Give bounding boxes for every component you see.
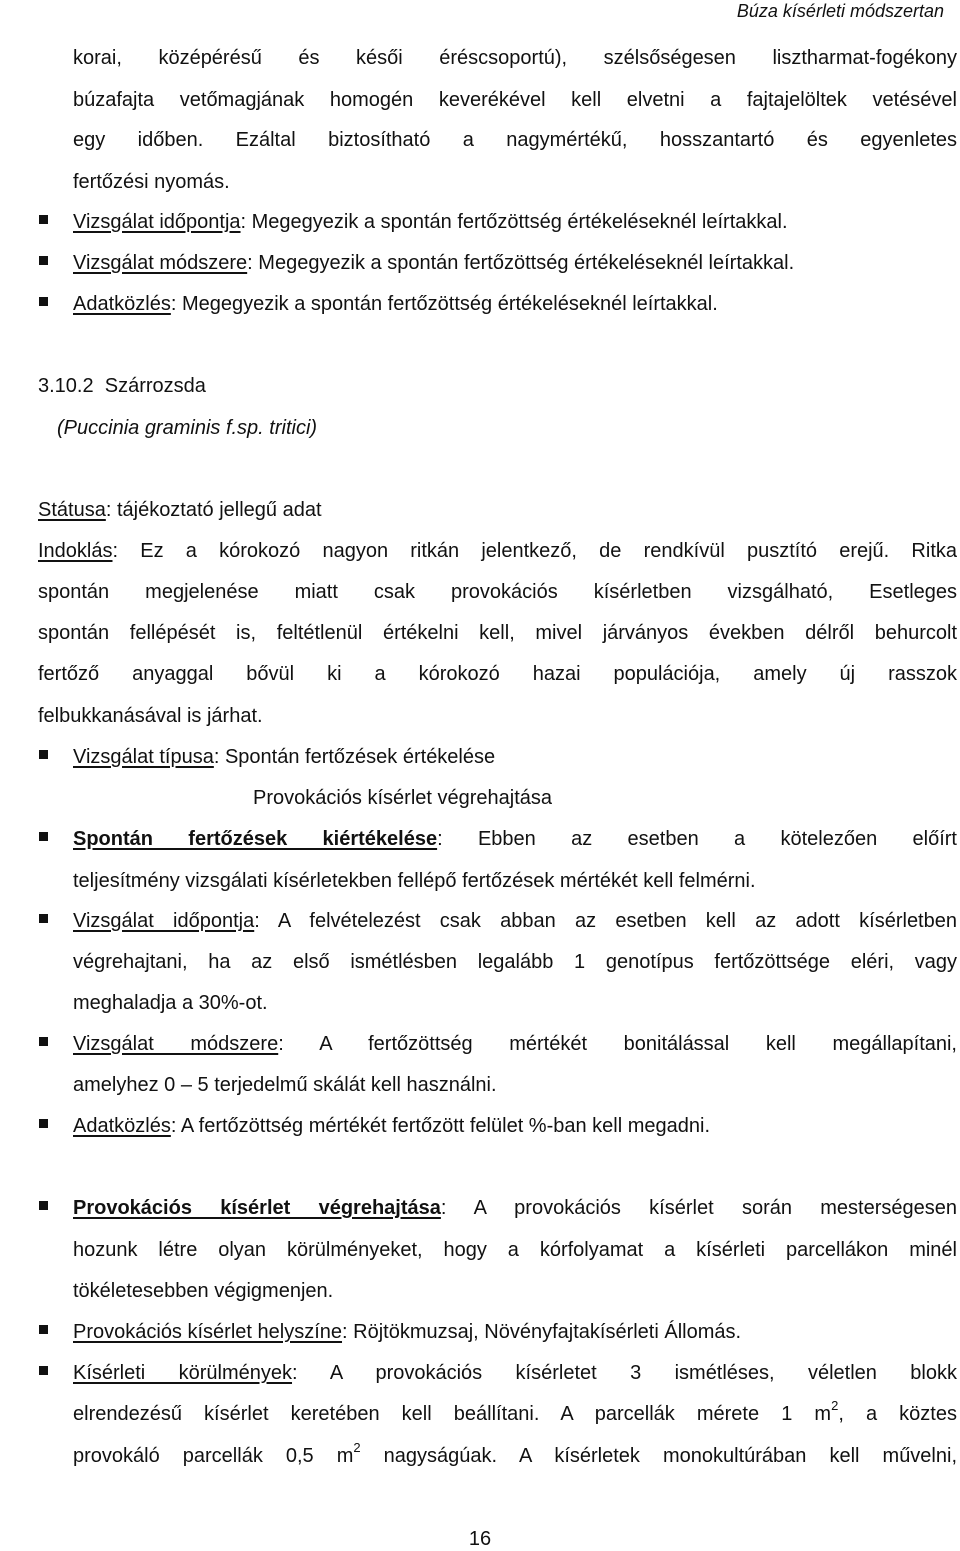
helyszin-text: : Röjtökmuzsaj, Növényfajtakísérleti Állomás. xyxy=(342,1321,742,1343)
provok-line xyxy=(73,1196,957,1220)
section-latin-name: (Puccinia graminis f.sp. tritici) xyxy=(57,417,318,439)
idopont-label: Vizsgálat időpontja xyxy=(73,910,255,932)
modszer-line: amelyhez 0 – 5 terjedelmű skálát kell használni. xyxy=(73,1074,497,1096)
korulmeny-line xyxy=(73,1440,958,1468)
korulmeny-text: , a köztes xyxy=(838,1403,957,1425)
type-line-2: Provokációs kísérlet végrehajtása xyxy=(253,787,553,809)
bullet-icon xyxy=(39,297,48,306)
provok-line: tökéletesebben végigmenjen. xyxy=(73,1280,334,1302)
type-label: Vizsgálat típusa xyxy=(73,746,214,768)
superscript: 2 xyxy=(831,1398,839,1414)
korulmeny-text: elrendezésű kísérlet keretében kell beállítani. A parcellák mérete 1 m xyxy=(73,1403,832,1425)
bullet-icon xyxy=(39,256,48,265)
section-number: 3.10.2 xyxy=(38,375,94,397)
bullet-text: : Megegyezik a spontán fertőzöttség értékeléseknél leírtakkal. xyxy=(247,252,795,274)
bullet-item xyxy=(73,251,794,275)
adatkozles-label: Adatközlés xyxy=(73,1115,171,1137)
adatkozles-line xyxy=(73,1114,710,1138)
bullet-item xyxy=(73,210,788,234)
korulmeny-line xyxy=(73,1398,957,1426)
status-text: : tájékoztató jellegű adat xyxy=(105,499,322,521)
spontan-label: Spontán fertőzések kiértékelése xyxy=(73,828,438,850)
status-label: Státusa xyxy=(38,499,106,521)
reason-line: spontán megjelenése miatt csak provokációs kísérletben vizsgálható, Esetleges xyxy=(38,581,957,603)
korulmeny-line xyxy=(73,1361,957,1385)
bullet-icon xyxy=(39,750,48,759)
bullet-icon xyxy=(39,1201,48,1210)
helyszin-label: Provokációs kísérlet helyszíne xyxy=(73,1321,343,1343)
spontan-line: teljesítmény vizsgálati kísérletekben fellépő fertőzések mértékét kell felmérni. xyxy=(73,870,756,892)
bullet-icon xyxy=(39,1037,48,1046)
korulmeny-text: : A provokációs kísérletet 3 ismétléses, véletlen blokk xyxy=(292,1362,957,1384)
provok-label: Provokációs kísérlet végrehajtása xyxy=(73,1197,441,1219)
reason-line: spontán fellépését is, feltétlenül értékelni kell, mivel járványos években délről behurcolt xyxy=(38,622,957,644)
paragraph-line: fertőzési nyomás. xyxy=(73,171,230,193)
paragraph-line: búzafajta vetőmagjának homogén keverékével kell elvetni a fajtajelöltek vetésével xyxy=(73,89,957,111)
provok-line: hozunk létre olyan körülményeket, hogy a kórfolyamat a kísérleti parcellákon minél xyxy=(73,1239,957,1261)
bullet-icon xyxy=(39,1119,48,1128)
bullet-icon xyxy=(39,1325,48,1334)
korulmeny-text: provokáló parcellák 0,5 m xyxy=(73,1445,354,1467)
bullet-label: Vizsgálat időpontja xyxy=(73,211,241,233)
bullet-icon xyxy=(39,832,48,841)
bullet-icon xyxy=(39,914,48,923)
bullet-label: Adatközlés xyxy=(73,293,171,315)
reason-line: fertőző anyaggal bővül ki a kórokozó hazai populációja, amely új rasszok xyxy=(38,663,957,685)
modszer-label: Vizsgálat módszere xyxy=(73,1033,279,1055)
reason-line xyxy=(38,539,957,563)
superscript: 2 xyxy=(353,1440,361,1456)
bullet-item xyxy=(73,292,718,316)
modszer-text: : A fertőzöttség mértékét bonitálással kell megállapítani, xyxy=(278,1033,957,1055)
idopont-line: meghaladja a 30%-ot. xyxy=(73,992,268,1014)
reason-line: felbukkanásával is járhat. xyxy=(38,705,263,727)
helyszin-line xyxy=(73,1320,741,1344)
section-heading xyxy=(38,374,206,398)
idopont-line: végrehajtani, ha az első ismétlésben legalább 1 genotípus fertőzöttsége eléri, vagy xyxy=(73,951,957,973)
modszer-line xyxy=(73,1032,957,1056)
paragraph-line: korai, középérésű és késői éréscsoportú), szélsőségesen lisztharmat-fogékony xyxy=(73,47,957,69)
bullet-text: : Megegyezik a spontán fertőzöttség értékeléseknél leírtakkal. xyxy=(240,211,788,233)
spontan-text: : Ebben az esetben a kötelezően előírt xyxy=(437,828,957,850)
status-line xyxy=(38,498,322,522)
bullet-icon xyxy=(39,215,48,224)
type-line xyxy=(73,745,495,769)
bullet-label: Vizsgálat módszere xyxy=(73,252,248,274)
section-title: Szárrozsda xyxy=(104,375,206,397)
adatkozles-text: : A fertőzöttség mértékét fertőzött felület %-ban kell megadni. xyxy=(170,1115,711,1137)
korulmeny-text: nagyságúak. A kísérletek monokultúrában kell művelni, xyxy=(360,1445,958,1467)
bullet-icon xyxy=(39,1366,48,1375)
page-number: 16 xyxy=(468,1528,492,1550)
paragraph-line: egy időben. Ezáltal biztosítható a nagymértékű, hosszantartó és egyenletes xyxy=(73,129,957,151)
idopont-line xyxy=(73,909,957,933)
reason-label: Indoklás xyxy=(38,540,113,562)
provok-text: : A provokációs kísérlet során mesterségesen xyxy=(440,1197,958,1219)
type-text: : Spontán fertőzések értékelése xyxy=(213,746,496,768)
bullet-text: : Megegyezik a spontán fertőzöttség értékeléseknél leírtakkal. xyxy=(170,293,718,315)
spontan-line xyxy=(73,827,957,851)
korulmeny-label: Kísérleti körülmények xyxy=(73,1362,293,1384)
idopont-text: : A felvételezést csak abban az esetben kell az adott kísérletben xyxy=(254,910,957,932)
running-header: Búza kísérleti módszertan xyxy=(736,1,944,21)
reason-text: : Ez a kórokozó nagyon ritkán jelentkező, de rendkívül pusztító erejű. Ritka xyxy=(112,540,957,562)
